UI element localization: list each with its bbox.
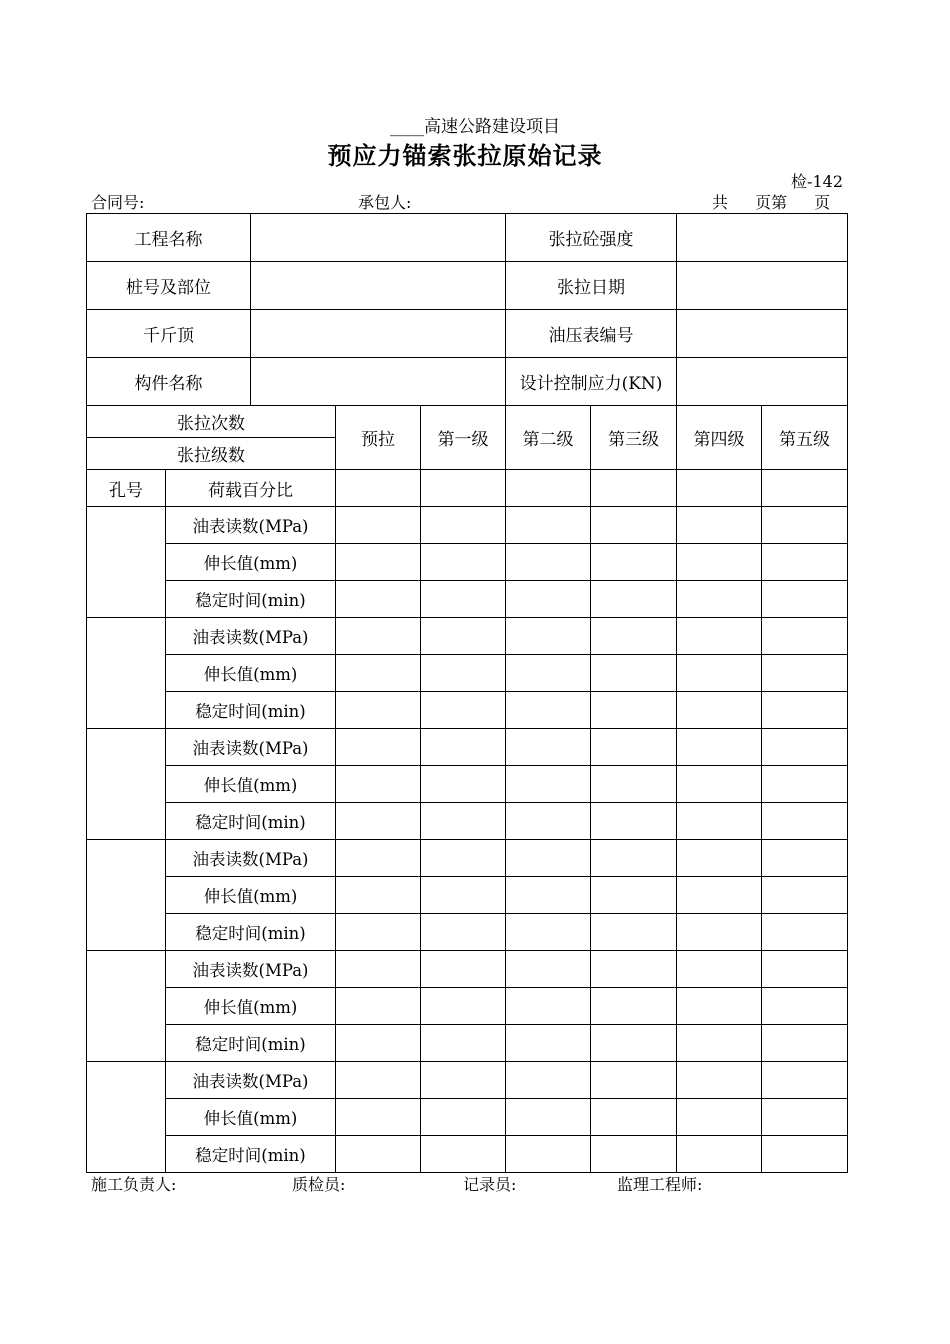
data-cell[interactable] <box>591 507 677 544</box>
contractor-label: 承包人: <box>358 193 412 212</box>
data-cell[interactable] <box>762 951 848 988</box>
data-cell[interactable] <box>677 729 762 766</box>
concrete-strength-label: 张拉砼强度 <box>506 214 677 262</box>
data-cell[interactable] <box>421 581 506 618</box>
data-cell[interactable] <box>591 803 677 840</box>
data-cell[interactable] <box>336 618 421 655</box>
tension-count-label: 张拉次数 <box>87 406 336 438</box>
data-cell[interactable] <box>506 1062 591 1099</box>
data-cell[interactable] <box>762 988 848 1025</box>
data-cell[interactable] <box>591 692 677 729</box>
data-cell[interactable] <box>677 988 762 1025</box>
design-stress-label: 设计控制应力(KN) <box>506 358 677 406</box>
data-cell[interactable] <box>421 877 506 914</box>
data-cell[interactable] <box>336 1025 421 1062</box>
data-cell[interactable] <box>421 1062 506 1099</box>
data-cell[interactable] <box>506 877 591 914</box>
project-subtitle: ____高速公路建设项目 <box>390 117 560 137</box>
concrete-strength-value[interactable] <box>677 214 848 262</box>
load-percent-header: 荷载百分比 <box>166 470 336 507</box>
elongation-label: 伸长值(mm) <box>166 544 336 581</box>
data-cell[interactable] <box>336 470 421 507</box>
oil-reading-label: 油表读数(MPa) <box>166 618 336 655</box>
elongation-label: 伸长值(mm) <box>166 877 336 914</box>
record-table <box>86 213 848 1173</box>
data-cell[interactable] <box>591 766 677 803</box>
project-name-value[interactable] <box>251 214 506 262</box>
data-cell[interactable] <box>591 729 677 766</box>
data-cell[interactable] <box>762 729 848 766</box>
tension-date-label: 张拉日期 <box>506 262 677 310</box>
data-cell[interactable] <box>421 803 506 840</box>
data-cell[interactable] <box>591 1025 677 1062</box>
data-cell[interactable] <box>421 766 506 803</box>
data-cell[interactable] <box>762 544 848 581</box>
data-cell[interactable] <box>762 618 848 655</box>
data-cell[interactable] <box>336 507 421 544</box>
data-cell[interactable] <box>421 840 506 877</box>
stage-pre-header: 预拉 <box>336 406 421 470</box>
data-cell[interactable] <box>591 1136 677 1173</box>
data-cell[interactable] <box>762 840 848 877</box>
data-cell[interactable] <box>336 951 421 988</box>
data-cell[interactable] <box>506 470 591 507</box>
stable-time-label: 稳定时间(min) <box>166 803 336 840</box>
data-cell[interactable] <box>677 618 762 655</box>
data-cell[interactable] <box>762 1062 848 1099</box>
hole-number-header: 孔号 <box>87 470 166 507</box>
data-cell[interactable] <box>336 988 421 1025</box>
construction-lead-label: 施工负责人: <box>91 1175 177 1194</box>
data-cell[interactable] <box>591 655 677 692</box>
oil-reading-label: 油表读数(MPa) <box>166 729 336 766</box>
data-cell[interactable] <box>762 803 848 840</box>
pile-location-label: 桩号及部位 <box>87 262 251 310</box>
contract-label: 合同号: <box>91 193 145 212</box>
data-cell[interactable] <box>421 729 506 766</box>
data-cell[interactable] <box>421 1025 506 1062</box>
page-count-label: 共 页第 页 <box>712 193 831 212</box>
data-cell[interactable] <box>762 1025 848 1062</box>
recorder-label: 记录员: <box>463 1175 517 1194</box>
data-cell[interactable] <box>677 655 762 692</box>
data-cell[interactable] <box>677 1062 762 1099</box>
oil-reading-label: 油表读数(MPa) <box>166 951 336 988</box>
data-cell[interactable] <box>506 729 591 766</box>
data-cell[interactable] <box>336 877 421 914</box>
elongation-label: 伸长值(mm) <box>166 655 336 692</box>
stage-5-header: 第五级 <box>762 406 848 470</box>
data-cell[interactable] <box>506 914 591 951</box>
data-cell[interactable] <box>421 1136 506 1173</box>
pile-location-value[interactable] <box>251 262 506 310</box>
oil-reading-label: 油表读数(MPa) <box>166 1062 336 1099</box>
elongation-label: 伸长值(mm) <box>166 1099 336 1136</box>
stage-1-header: 第一级 <box>421 406 506 470</box>
data-cell[interactable] <box>762 655 848 692</box>
data-cell[interactable] <box>506 1136 591 1173</box>
stable-time-label: 稳定时间(min) <box>166 692 336 729</box>
data-cell[interactable] <box>591 581 677 618</box>
hole-number-cell[interactable] <box>87 951 166 1062</box>
hole-number-cell[interactable] <box>87 729 166 840</box>
data-cell[interactable] <box>421 544 506 581</box>
data-cell[interactable] <box>677 544 762 581</box>
project-name-label: 工程名称 <box>87 214 251 262</box>
data-cell[interactable] <box>421 655 506 692</box>
tension-level-label: 张拉级数 <box>87 438 336 470</box>
data-cell[interactable] <box>506 692 591 729</box>
data-cell[interactable] <box>677 581 762 618</box>
data-cell[interactable] <box>591 988 677 1025</box>
data-cell[interactable] <box>762 581 848 618</box>
data-cell[interactable] <box>762 766 848 803</box>
gauge-number-label: 油压表编号 <box>506 310 677 358</box>
data-cell[interactable] <box>677 803 762 840</box>
stage-4-header: 第四级 <box>677 406 762 470</box>
data-cell[interactable] <box>336 1062 421 1099</box>
stable-time-label: 稳定时间(min) <box>166 1025 336 1062</box>
data-cell[interactable] <box>421 988 506 1025</box>
data-cell[interactable] <box>677 470 762 507</box>
supervisor-label: 监理工程师: <box>617 1175 703 1194</box>
jack-label: 千斤顶 <box>87 310 251 358</box>
page-title: 预应力锚索张拉原始记录 <box>327 141 603 170</box>
design-stress-value[interactable] <box>677 358 848 406</box>
data-cell[interactable] <box>336 1136 421 1173</box>
member-name-label: 构件名称 <box>87 358 251 406</box>
data-cell[interactable] <box>506 951 591 988</box>
stable-time-label: 稳定时间(min) <box>166 914 336 951</box>
data-cell[interactable] <box>506 1099 591 1136</box>
data-cell[interactable] <box>421 951 506 988</box>
data-cell[interactable] <box>762 470 848 507</box>
data-cell[interactable] <box>421 914 506 951</box>
data-cell[interactable] <box>336 544 421 581</box>
stable-time-label: 稳定时间(min) <box>166 581 336 618</box>
data-cell[interactable] <box>591 951 677 988</box>
data-cell[interactable] <box>336 766 421 803</box>
data-cell[interactable] <box>591 1062 677 1099</box>
hole-number-cell[interactable] <box>87 840 166 951</box>
data-cell[interactable] <box>677 914 762 951</box>
tension-date-value[interactable] <box>677 262 848 310</box>
form-number: 检-142 <box>791 172 843 191</box>
hole-number-cell[interactable] <box>87 1062 166 1173</box>
data-cell[interactable] <box>336 803 421 840</box>
jack-value[interactable] <box>251 310 506 358</box>
data-cell[interactable] <box>762 1099 848 1136</box>
data-cell[interactable] <box>421 618 506 655</box>
data-cell[interactable] <box>677 507 762 544</box>
data-cell[interactable] <box>677 1099 762 1136</box>
data-cell[interactable] <box>421 507 506 544</box>
data-cell[interactable] <box>591 1099 677 1136</box>
data-cell[interactable] <box>336 692 421 729</box>
data-cell[interactable] <box>336 655 421 692</box>
oil-reading-label: 油表读数(MPa) <box>166 840 336 877</box>
hole-number-cell[interactable] <box>87 507 166 618</box>
data-cell[interactable] <box>336 840 421 877</box>
data-cell[interactable] <box>506 766 591 803</box>
data-cell[interactable] <box>506 803 591 840</box>
data-cell[interactable] <box>421 470 506 507</box>
data-cell[interactable] <box>506 581 591 618</box>
data-cell[interactable] <box>762 914 848 951</box>
data-cell[interactable] <box>591 544 677 581</box>
data-cell[interactable] <box>506 840 591 877</box>
data-cell[interactable] <box>677 840 762 877</box>
data-cell[interactable] <box>506 655 591 692</box>
data-cell[interactable] <box>336 729 421 766</box>
data-cell[interactable] <box>677 877 762 914</box>
data-cell[interactable] <box>421 1099 506 1136</box>
data-cell[interactable] <box>506 1025 591 1062</box>
data-cell[interactable] <box>506 507 591 544</box>
data-cell[interactable] <box>591 840 677 877</box>
data-cell[interactable] <box>677 1136 762 1173</box>
data-cell[interactable] <box>762 1136 848 1173</box>
member-name-value[interactable] <box>251 358 506 406</box>
data-cell[interactable] <box>677 1025 762 1062</box>
data-cell[interactable] <box>762 877 848 914</box>
data-cell[interactable] <box>677 692 762 729</box>
stage-3-header: 第三级 <box>591 406 677 470</box>
data-cell[interactable] <box>762 692 848 729</box>
inspector-label: 质检员: <box>292 1175 346 1194</box>
elongation-label: 伸长值(mm) <box>166 766 336 803</box>
elongation-label: 伸长值(mm) <box>166 988 336 1025</box>
data-cell[interactable] <box>336 581 421 618</box>
hole-number-cell[interactable] <box>87 618 166 729</box>
data-cell[interactable] <box>506 618 591 655</box>
oil-reading-label: 油表读数(MPa) <box>166 507 336 544</box>
stable-time-label: 稳定时间(min) <box>166 1136 336 1173</box>
data-cell[interactable] <box>762 507 848 544</box>
data-cell[interactable] <box>591 914 677 951</box>
data-cell[interactable] <box>421 692 506 729</box>
data-cell[interactable] <box>591 618 677 655</box>
gauge-number-value[interactable] <box>677 310 848 358</box>
data-cell[interactable] <box>591 470 677 507</box>
stage-2-header: 第二级 <box>506 406 591 470</box>
data-cell[interactable] <box>677 951 762 988</box>
data-cell[interactable] <box>677 766 762 803</box>
data-cell[interactable] <box>506 988 591 1025</box>
data-cell[interactable] <box>591 877 677 914</box>
data-cell[interactable] <box>336 914 421 951</box>
data-cell[interactable] <box>506 544 591 581</box>
data-cell[interactable] <box>336 1099 421 1136</box>
